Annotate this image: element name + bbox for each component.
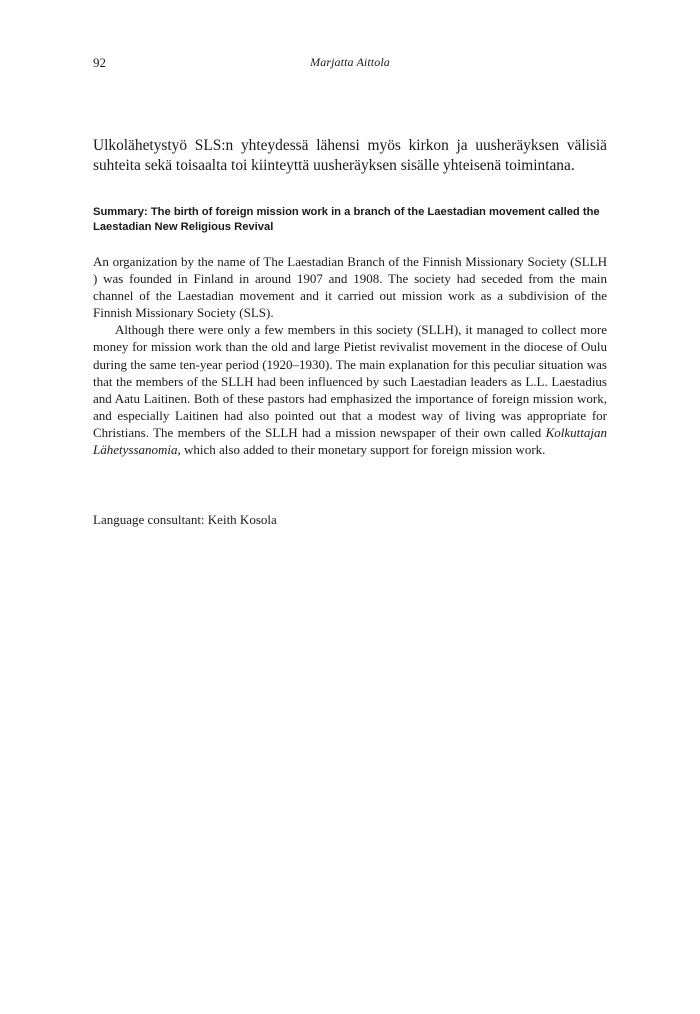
summary-paragraph-2-ending: , which also added to their monetary support for foreign mission work. <box>177 442 546 458</box>
running-header-author: Marjatta Aittola <box>310 55 390 69</box>
summary-paragraph-1: An organization by the name of The Laestadian Branch of the Finnish Missionary Society (SLLH ) was founded in Finland in around 1907 and 1908. The society had seceded from the main channel of the Laestadian movement and it carried out mission work as a subdivision of the Finnish Missionary Society (SLS). <box>93 254 607 321</box>
summary-body <box>93 253 607 458</box>
language-consultant: Language consultant: Keith Kosola <box>93 512 277 527</box>
page-number: 92 <box>93 55 106 70</box>
summary-paragraph-2 <box>93 321 607 458</box>
running-header <box>93 55 607 73</box>
summary-paragraph-2-text: Although there were only a few members in this society (SLLH), it managed to collect more money for mission work than the old and large Pietist revivalist movement in the diocese of Oulu during the same ten-year period (1920–1930). The main explanation for this peculiar situation was that the members of the SLLH had been influenced by such Laestadian leaders as L.L. Laestadius and Aatu Laitinen. Both of these pastors had emphasized the importance of foreign mission work, and especially Laitinen had also pointed out that a modest way of living was appropriate for Christians. The members of the SLLH had a mission newspaper of their own called <box>93 322 607 440</box>
summary-heading: Summary: The birth of foreign mission work in a branch of the Laestadian movement called the Laestadian New Religious Revival <box>93 206 600 233</box>
intro-paragraph: Ulkolähetystyö SLS:n yhteydessä lähensi myös kirkon ja uusheräyksen välisiä suhteita sekä toisaalta toi kiinteyttä uusheräyksen sisälle yhteisenä toimintana. <box>93 137 607 174</box>
newspaper-title: Kolkuttajan Lähetyssanomia <box>93 424 607 458</box>
